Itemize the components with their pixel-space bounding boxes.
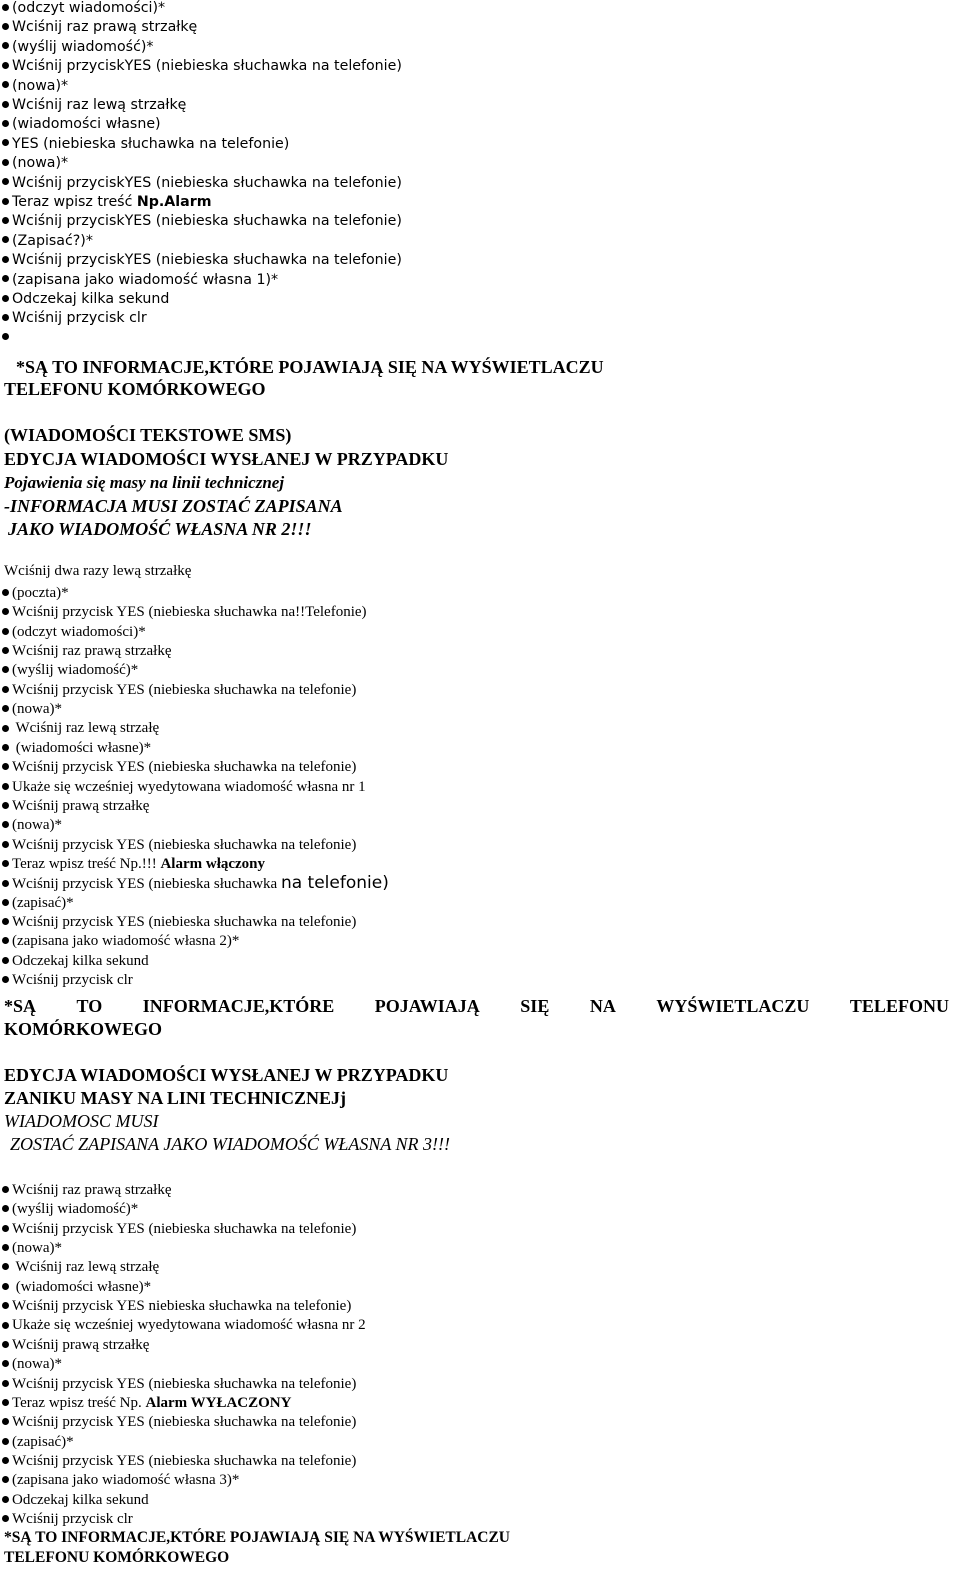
bullet-icon xyxy=(2,139,9,146)
bullet-icon xyxy=(2,1322,9,1329)
edit-subheading-2: ZANIKU MASY NA LINI TECHNICZNEJj xyxy=(4,1088,347,1108)
list-item xyxy=(2,1354,62,1374)
bullet-icon xyxy=(2,1380,9,1387)
list-item xyxy=(2,1257,159,1277)
info-word: TO xyxy=(76,996,103,1016)
list-item xyxy=(2,1509,133,1529)
step-text: (wiadomości własne)* xyxy=(12,1278,152,1295)
list-item xyxy=(2,1374,356,1394)
info-heading-3-cont: TELEFONU KOMÓRKOWEGO xyxy=(4,1549,230,1566)
step-text: Wciśnij przycisk YES (niebieska słuchawka na telefonie) xyxy=(12,836,357,853)
info-heading-1: *SĄ TO INFORMACJE,KTÓRE POJAWIAJĄ SIĘ NA WYŚWIETLACZU xyxy=(16,357,604,377)
list-item xyxy=(2,192,212,212)
list-item xyxy=(2,777,366,797)
bullet-icon xyxy=(2,1186,9,1193)
bullet-icon xyxy=(2,821,9,828)
step-text: (zapisać)* xyxy=(12,1433,74,1450)
step-text: (wiadomości własne) xyxy=(12,116,161,133)
step-text: YES (niebieska słuchawka na telefonie) xyxy=(12,135,290,152)
step-text: (nowa)* xyxy=(12,155,69,172)
list-item xyxy=(2,738,151,758)
bullet-icon xyxy=(2,937,9,944)
list-item xyxy=(2,1238,62,1258)
info-word: TELEFONU xyxy=(849,996,949,1016)
list-item xyxy=(2,289,169,309)
bullet-icon xyxy=(2,783,9,790)
step-emphasis: Alarm włączony xyxy=(160,855,266,872)
step-text: (wyślij wiadomość)* xyxy=(12,1201,139,1218)
step-text: Wciśnij przycisk YES (niebieska słuchawka xyxy=(12,876,281,893)
step-text: Wciśnij przycisk YES (niebieska słuchawka na telefonie) xyxy=(12,1220,357,1237)
list-item xyxy=(2,893,74,913)
step-text: Wciśnij przycisk YES niebieska słuchawka na telefonie) xyxy=(12,1298,352,1315)
edit-note-1: -INFORMACJA MUSI ZOSTAĆ ZAPISANA xyxy=(4,496,343,516)
list-item xyxy=(2,95,186,115)
bullet-icon xyxy=(2,236,9,243)
list-item xyxy=(2,583,69,603)
step-text: Wciśnij prawą strzałkę xyxy=(12,1336,150,1353)
step-text: Wciśnij raz prawą strzałkę xyxy=(12,643,172,660)
step-text: Wciśnij raz prawą strzałkę xyxy=(12,1182,172,1198)
bullet-icon xyxy=(2,81,9,88)
bullet-icon xyxy=(2,1438,9,1445)
step-text: (nowa)* xyxy=(12,701,62,718)
step-emphasis: Alarm WYŁACZONY xyxy=(145,1394,292,1411)
step-text: Wciśnij przycisk clr xyxy=(12,310,147,327)
edit-subheading-1: Pojawienia się masy na linii technicznej xyxy=(4,473,285,492)
bullet-icon xyxy=(2,860,9,867)
list-item xyxy=(2,211,402,231)
bullet-icon xyxy=(2,1476,9,1483)
list-item xyxy=(2,56,402,76)
step-text: (zapisać)* xyxy=(12,894,74,911)
list-item xyxy=(2,37,154,57)
bullet-icon xyxy=(2,841,9,848)
step-text: (zapisana jako wiadomość własna 2)* xyxy=(12,933,240,950)
list-item xyxy=(2,0,165,18)
list-item xyxy=(2,1335,149,1355)
bullet-icon xyxy=(2,101,9,108)
step-text: Wciśnij przycisk clr xyxy=(12,1510,133,1527)
step-text: (wiadomości własne)* xyxy=(12,739,152,756)
bullet-icon xyxy=(2,159,9,166)
bullet-icon xyxy=(2,686,9,693)
list-item xyxy=(2,76,68,96)
bullet-icon xyxy=(2,120,9,127)
step-text: Teraz wpisz treść Np. xyxy=(12,1394,146,1411)
edit-heading-1: EDYCJA WIADOMOŚCI WYSŁANEJ W PRZYPADKU xyxy=(4,449,449,469)
list-item xyxy=(2,1180,172,1200)
list-item xyxy=(2,641,172,661)
step-text: (zapisana jako wiadomość własna 3)* xyxy=(12,1472,240,1489)
bullet-icon xyxy=(2,4,9,11)
bullet-icon xyxy=(2,42,9,49)
bullet-icon xyxy=(2,314,9,321)
sms-heading: (WIADOMOŚCI TEKSTOWE SMS) xyxy=(4,425,292,445)
bullet-icon xyxy=(2,705,9,712)
info-heading-2 xyxy=(4,994,949,1018)
bullet-icon xyxy=(2,333,9,340)
bullet-icon xyxy=(2,1399,9,1406)
list-item xyxy=(2,1315,366,1335)
step-text: (zapisana jako wiadomość własna 1)* xyxy=(12,271,279,288)
bullet-icon xyxy=(2,957,9,964)
list-item xyxy=(2,796,149,816)
list-item xyxy=(2,873,389,893)
bullet-icon xyxy=(2,976,9,983)
step-text: (nowa)* xyxy=(12,77,69,94)
intro-step: Wciśnij dwa razy lewą strzałkę xyxy=(4,563,192,579)
list-item xyxy=(2,1199,138,1219)
step-emphasis: Np.Alarm xyxy=(136,194,212,210)
bullet-icon xyxy=(2,23,9,30)
bullet-icon xyxy=(2,1302,9,1309)
bullet-icon xyxy=(2,802,9,809)
step-text: (wyślij wiadomość)* xyxy=(12,38,154,55)
list-item xyxy=(2,270,278,290)
edit-heading-2: EDYCJA WIADOMOŚCI WYSŁANEJ W PRZYPADKU xyxy=(4,1065,449,1085)
list-item xyxy=(2,153,68,173)
bullet-icon xyxy=(2,1244,9,1251)
list-item xyxy=(2,622,146,642)
info-word: POJAWIAJĄ xyxy=(374,996,480,1016)
bullet-icon xyxy=(2,647,9,654)
step-text: Wciśnij przycisk YES (niebieska słuchawka na telefonie) xyxy=(12,1375,357,1392)
bullet-icon xyxy=(2,295,9,302)
step-text: Wciśnij przyciskYES (niebieska słuchawka na telefonie) xyxy=(12,174,402,191)
bullet-icon xyxy=(2,1341,9,1348)
step-text: Wciśnij raz lewą strzałę xyxy=(12,720,160,737)
step-text: (wyślij wiadomość)* xyxy=(12,662,139,679)
bullet-icon xyxy=(2,1515,9,1522)
list-item xyxy=(2,1432,74,1452)
list-item xyxy=(2,912,356,932)
step-text-large: na telefonie) xyxy=(280,873,389,894)
list-item xyxy=(2,1490,149,1510)
step-text: (poczta)* xyxy=(12,585,69,601)
step-text: Wciśnij przycisk YES (niebieska słuchawka na!!Telefonie) xyxy=(12,604,367,621)
step-text: Wciśnij raz lewą strzałę xyxy=(12,1259,160,1276)
bullet-icon xyxy=(2,1283,9,1290)
bullet-icon xyxy=(2,899,9,906)
list-item xyxy=(2,1219,356,1239)
list-item xyxy=(2,1470,239,1490)
list-item xyxy=(2,718,159,738)
info-word: INFORMACJE,KTÓRE xyxy=(142,996,335,1016)
list-item xyxy=(2,1277,151,1297)
list-item xyxy=(2,114,161,134)
list-item xyxy=(2,699,62,719)
step-text: (nowa)* xyxy=(12,1240,62,1257)
list-item xyxy=(2,1451,356,1471)
bullet-icon xyxy=(2,763,9,770)
list-item xyxy=(2,951,149,971)
step-text: Wciśnij raz lewą strzałkę xyxy=(12,97,187,113)
bullet-icon xyxy=(2,608,9,615)
list-item xyxy=(2,970,133,990)
step-text: Wciśnij przyciskYES (niebieska słuchawka na telefonie) xyxy=(12,252,402,269)
list-item xyxy=(2,173,402,193)
step-text: (nowa)* xyxy=(12,817,62,834)
step-text: Odczekaj kilka sekund xyxy=(12,952,149,969)
list-item xyxy=(2,1412,356,1432)
list-item xyxy=(2,835,356,855)
step-text: Teraz wpisz treść xyxy=(12,194,137,210)
step-text: Wciśnij przyciskYES (niebieska słuchawka na telefonie) xyxy=(12,213,402,230)
step-text: Teraz wpisz treść Np.!!! xyxy=(12,855,161,872)
step-text: (odczyt wiadomości)* xyxy=(12,623,146,640)
list-item xyxy=(2,602,367,622)
list-item xyxy=(2,815,62,835)
list-item xyxy=(2,231,93,251)
step-text: Wciśnij raz prawą strzałkę xyxy=(12,19,198,36)
bullet-icon xyxy=(2,217,9,224)
step-text: Wciśnij prawą strzałkę xyxy=(12,797,150,814)
bullet-icon xyxy=(2,178,9,185)
bullet-icon xyxy=(2,1457,9,1464)
bullet-icon xyxy=(2,198,9,205)
list-item xyxy=(2,308,147,328)
step-text: (odczyt wiadomości)* xyxy=(12,0,166,16)
step-text: Ukaże się wcześniej wyedytowana wiadomość własna nr 1 xyxy=(12,778,366,795)
step-text: Wciśnij przycisk YES (niebieska słuchawka na telefonie) xyxy=(12,759,357,776)
bullet-icon xyxy=(2,62,9,69)
list-item xyxy=(2,931,239,951)
bullet-icon xyxy=(2,725,9,732)
list-item xyxy=(2,1296,351,1316)
list-item xyxy=(2,1393,291,1413)
bullet-icon xyxy=(2,256,9,263)
bullet-icon xyxy=(2,1418,9,1425)
step-text: Wciśnij przycisk YES (niebieska słuchawka na telefonie) xyxy=(12,1414,357,1431)
list-item xyxy=(2,660,138,680)
bullet-icon xyxy=(2,1263,9,1270)
bullet-icon xyxy=(2,744,9,751)
step-text: Ukaże się wcześniej wyedytowana wiadomość własna nr 2 xyxy=(12,1317,366,1334)
step-text: Wciśnij przycisk clr xyxy=(12,972,133,988)
info-heading-2-cont: KOMÓRKOWEGO xyxy=(4,1019,163,1039)
bullet-icon xyxy=(2,628,9,635)
step-text: Odczekaj kilka sekund xyxy=(12,1491,149,1508)
list-item xyxy=(2,17,197,37)
bullet-icon xyxy=(2,589,9,596)
bullet-icon xyxy=(2,666,9,673)
list-item xyxy=(2,328,12,348)
step-text: (nowa)* xyxy=(12,1356,62,1373)
bullet-icon xyxy=(2,1225,9,1232)
step-text: Wciśnij przycisk YES (niebieska słuchawka na telefonie) xyxy=(12,1452,357,1469)
step-text: Odczekaj kilka sekund xyxy=(12,291,170,307)
bullet-icon xyxy=(2,1496,9,1503)
info-word: WYŚWIETLACZU xyxy=(656,996,810,1016)
info-heading-1-cont: TELEFONU KOMÓRKOWEGO xyxy=(4,379,266,399)
bullet-icon xyxy=(2,1205,9,1212)
info-word: *SĄ xyxy=(4,996,37,1016)
bullet-icon xyxy=(2,275,9,282)
list-item xyxy=(2,250,402,270)
info-word: SIĘ xyxy=(520,996,550,1016)
info-word: NA xyxy=(589,996,616,1016)
list-item xyxy=(2,134,289,154)
list-item xyxy=(2,680,356,700)
edit-note-1-cont: JAKO WIADOMOŚĆ WŁASNA NR 2!!! xyxy=(8,519,312,539)
bullet-icon xyxy=(2,880,9,887)
edit-note-2-cont: ZOSTAĆ ZAPISANA JAKO WIADOMOŚĆ WŁASNA NR 3!!! xyxy=(10,1134,450,1154)
info-heading-3: *SĄ TO INFORMACJE,KTÓRE POJAWIAJĄ SIĘ NA WYŚWIETLACZU xyxy=(4,1529,510,1546)
step-text: Wciśnij przyciskYES (niebieska słuchawka na telefonie) xyxy=(12,58,402,75)
step-text: Wciśnij przycisk YES (niebieska słuchawka na telefonie) xyxy=(12,913,357,930)
list-item xyxy=(2,854,265,874)
edit-note-2: WIADOMOSC MUSI xyxy=(4,1111,159,1131)
bullet-icon xyxy=(2,918,9,925)
step-text: Wciśnij przycisk YES (niebieska słuchawka na telefonie) xyxy=(12,681,357,698)
bullet-icon xyxy=(2,1360,9,1367)
list-item xyxy=(2,757,356,777)
step-text: (Zapisać?)* xyxy=(12,232,93,249)
